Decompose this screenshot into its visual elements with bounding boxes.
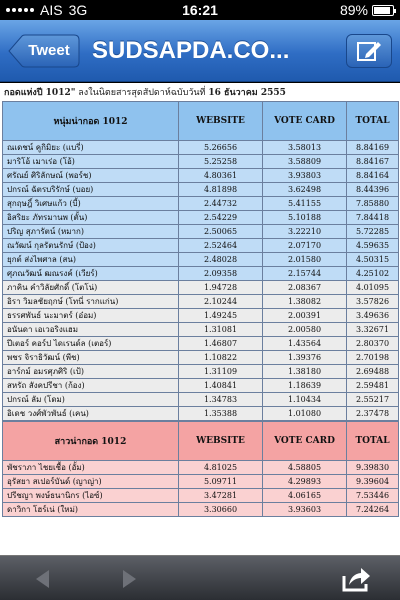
cell-website: 2.10244 [179, 295, 263, 309]
cell-name: ศรัณย์ ศิริลักษณ์ (พอร์ช) [3, 169, 179, 183]
cell-vote-card: 3.93603 [263, 503, 347, 517]
table-row [3, 239, 399, 253]
table-row [3, 281, 399, 295]
column-header-vote-card: VOTE CARD [263, 102, 347, 141]
cell-vote-card: 2.07170 [263, 239, 347, 253]
cell-total: 3.49636 [347, 309, 399, 323]
column-header-vote-card: VOTE CARD [263, 422, 347, 461]
back-button[interactable] [8, 34, 80, 68]
back-arrow-icon[interactable] [34, 569, 52, 589]
column-header-name: หนุ่มน่ากอด 1012 [3, 102, 179, 141]
cell-vote-card: 3.58013 [263, 141, 347, 155]
cell-total: 8.84169 [347, 141, 399, 155]
table-row [3, 365, 399, 379]
cell-name: ศุภณวัฒน์ ฒณรงค์ (เวียร์) [3, 267, 179, 281]
cell-total: 7.53446 [347, 489, 399, 503]
cell-name: ปกรณ์ ฉัตรบริรักษ์ (บอย) [3, 183, 179, 197]
cell-name: ธรรศพันธ์ นะมาตร์ (อ๋อม) [3, 309, 179, 323]
cell-total: 4.25102 [347, 267, 399, 281]
cell-website: 2.09358 [179, 267, 263, 281]
table-row [3, 475, 399, 489]
cell-name: สหรัถ สังคปรีชา (ก้อง) [3, 379, 179, 393]
cell-total: 4.01095 [347, 281, 399, 295]
table-row [3, 309, 399, 323]
cell-total: 2.69488 [347, 365, 399, 379]
cell-website: 1.10822 [179, 351, 263, 365]
cell-website: 5.25258 [179, 155, 263, 169]
cell-total: 7.24264 [347, 503, 399, 517]
cell-vote-card: 1.01080 [263, 407, 347, 421]
cell-total: 8.44396 [347, 183, 399, 197]
cell-vote-card: 4.06165 [263, 489, 347, 503]
table-row [3, 351, 399, 365]
table-row [3, 183, 399, 197]
cell-vote-card: 4.29893 [263, 475, 347, 489]
cell-vote-card: 1.10434 [263, 393, 347, 407]
table-row [3, 461, 399, 475]
column-header-total: TOTAL [347, 422, 399, 461]
cell-name: พัชราภา ไชยเชื้อ (อั้ม) [3, 461, 179, 475]
cell-vote-card: 3.58809 [263, 155, 347, 169]
cell-website: 5.09711 [179, 475, 263, 489]
carrier-label: AIS [40, 2, 63, 18]
status-right [340, 2, 394, 18]
cell-website: 1.34783 [179, 393, 263, 407]
page-title: SUDSAPDA.CO... [92, 37, 290, 64]
cell-website: 5.26656 [179, 141, 263, 155]
cell-vote-card: 1.43564 [263, 337, 347, 351]
cell-total: 4.50315 [347, 253, 399, 267]
table-row [3, 337, 399, 351]
table-row [3, 503, 399, 517]
cell-website: 1.49245 [179, 309, 263, 323]
share-icon[interactable] [342, 566, 372, 592]
cell-vote-card: 2.00580 [263, 323, 347, 337]
compose-button[interactable] [346, 34, 392, 68]
cell-name: อนันดา เอเวอริงแฮม [3, 323, 179, 337]
cell-vote-card: 1.38180 [263, 365, 347, 379]
cell-total: 3.32671 [347, 323, 399, 337]
forward-arrow-icon[interactable] [120, 569, 138, 589]
cell-total: 7.84418 [347, 211, 399, 225]
cell-total: 7.85880 [347, 197, 399, 211]
cell-website: 2.54229 [179, 211, 263, 225]
table-header-row [3, 102, 399, 141]
cell-name: สุกฤษฎิ์ วิเศษแก้ว (บี้) [3, 197, 179, 211]
men-ranking-table [2, 101, 399, 433]
cell-name: ยุกต์ ส่งไพศาล (สน) [3, 253, 179, 267]
cell-website: 1.31109 [179, 365, 263, 379]
table-row [3, 407, 399, 421]
cell-total: 8.84164 [347, 169, 399, 183]
cell-vote-card: 5.41155 [263, 197, 347, 211]
column-header-website: WEBSITE [179, 102, 263, 141]
cell-total: 8.84167 [347, 155, 399, 169]
table-row [3, 225, 399, 239]
headline-text: ลงในนิตยสารสุดสัปดาห์ฉบับวันที่ [75, 88, 209, 98]
cell-website: 4.81898 [179, 183, 263, 197]
table-row [3, 211, 399, 225]
table-row [3, 393, 399, 407]
cell-total: 2.59481 [347, 379, 399, 393]
cell-vote-card: 1.18639 [263, 379, 347, 393]
cell-vote-card: 3.22210 [263, 225, 347, 239]
table-row [3, 197, 399, 211]
cell-website: 1.35388 [179, 407, 263, 421]
cell-name: อาร์กม์ อมรศุภศิริ (เป้) [3, 365, 179, 379]
cell-name: ดาวิกา โฮร์เน่ (ใหม่) [3, 503, 179, 517]
table-header-row [3, 422, 399, 461]
cell-vote-card: 2.15744 [263, 267, 347, 281]
headline-bold: กอดแห่งปี 1012" [4, 88, 76, 98]
compose-icon [356, 39, 382, 63]
column-header-website: WEBSITE [179, 422, 263, 461]
cell-vote-card: 5.10188 [263, 211, 347, 225]
cell-total: 2.37478 [347, 407, 399, 421]
cell-website: 4.81025 [179, 461, 263, 475]
cell-website: 1.31081 [179, 323, 263, 337]
battery-icon [372, 5, 394, 16]
cell-name: อิเดช วงศ์พัวพันธ์ (เคน) [3, 407, 179, 421]
women-ranking-table [2, 421, 399, 517]
cell-total: 9.39830 [347, 461, 399, 475]
cell-vote-card: 2.01580 [263, 253, 347, 267]
cell-website: 1.40841 [179, 379, 263, 393]
cell-total: 9.39604 [347, 475, 399, 489]
cell-website: 2.44732 [179, 197, 263, 211]
table-row [3, 379, 399, 393]
bottom-toolbar [0, 555, 400, 600]
cell-total: 2.70198 [347, 351, 399, 365]
cell-vote-card: 3.62498 [263, 183, 347, 197]
table-row [3, 169, 399, 183]
article-headline [0, 83, 400, 99]
table-row [3, 141, 399, 155]
cell-website: 2.52464 [179, 239, 263, 253]
column-header-name: สาวน่ากอด 1012 [3, 422, 179, 461]
cell-name: ปรีชญา พงษ์ธนานิกร (ไอซ์) [3, 489, 179, 503]
cell-website: 3.30660 [179, 503, 263, 517]
table-row [3, 267, 399, 281]
cell-total: 3.57826 [347, 295, 399, 309]
column-header-total: TOTAL [347, 102, 399, 141]
cell-website: 4.80361 [179, 169, 263, 183]
table-row [3, 323, 399, 337]
cell-name: ปริญ สุภารัตน์ (หมาก) [3, 225, 179, 239]
cell-vote-card: 1.38082 [263, 295, 347, 309]
cell-vote-card: 3.93803 [263, 169, 347, 183]
cell-name: อิสริยะ ภัทรมานพ (ตั้น) [3, 211, 179, 225]
cell-name: อุรัสยา สเปอร์บันด์ (ญาญ่า) [3, 475, 179, 489]
table-row [3, 155, 399, 169]
cell-name: ณเดชน์ คูกิมิยะ (แบรี่) [3, 141, 179, 155]
cell-vote-card: 1.39376 [263, 351, 347, 365]
cell-name: ภาคิน คำวิลัยศักดิ์ (โตโน่) [3, 281, 179, 295]
network-label: 3G [68, 2, 88, 18]
cell-website: 1.46807 [179, 337, 263, 351]
cell-name: ปกรณ์ ลัม (โดม) [3, 393, 179, 407]
cell-vote-card: 4.58805 [263, 461, 347, 475]
table-row [3, 253, 399, 267]
navigation-bar [0, 20, 400, 82]
cell-total: 5.72285 [347, 225, 399, 239]
cell-website: 3.47281 [179, 489, 263, 503]
cell-name: อิรา วิมลชัยฤกษ์ (โทนี่ รากแก่น) [3, 295, 179, 309]
headline-date: 16 ธันวาคม 2555 [208, 88, 286, 98]
back-button-label: Tweet [28, 42, 70, 59]
table-row [3, 489, 399, 503]
battery-percent: 89% [339, 2, 368, 18]
cell-total: 2.80370 [347, 337, 399, 351]
web-content[interactable] [0, 83, 400, 555]
cell-total: 4.59635 [347, 239, 399, 253]
status-bar [0, 0, 400, 20]
cell-total: 2.55217 [347, 393, 399, 407]
cell-name: ณวัฒน์ กุลรัตนรักษ์ (ป้อง) [3, 239, 179, 253]
table-row [3, 295, 399, 309]
cell-website: 2.50065 [179, 225, 263, 239]
cell-name: มาริโอ้ เมาเร่อ (โอ้) [3, 155, 179, 169]
cell-vote-card: 2.00391 [263, 309, 347, 323]
cell-website: 2.48028 [179, 253, 263, 267]
clock: 16:21 [182, 2, 218, 18]
cell-name: พชร จิราธิวัฒน์ (พีช) [3, 351, 179, 365]
cell-vote-card: 2.08367 [263, 281, 347, 295]
cell-website: 1.94728 [179, 281, 263, 295]
cell-name: ปีเตอร์ คอร์ป ไดเรนด์ล (เตอร์) [3, 337, 179, 351]
